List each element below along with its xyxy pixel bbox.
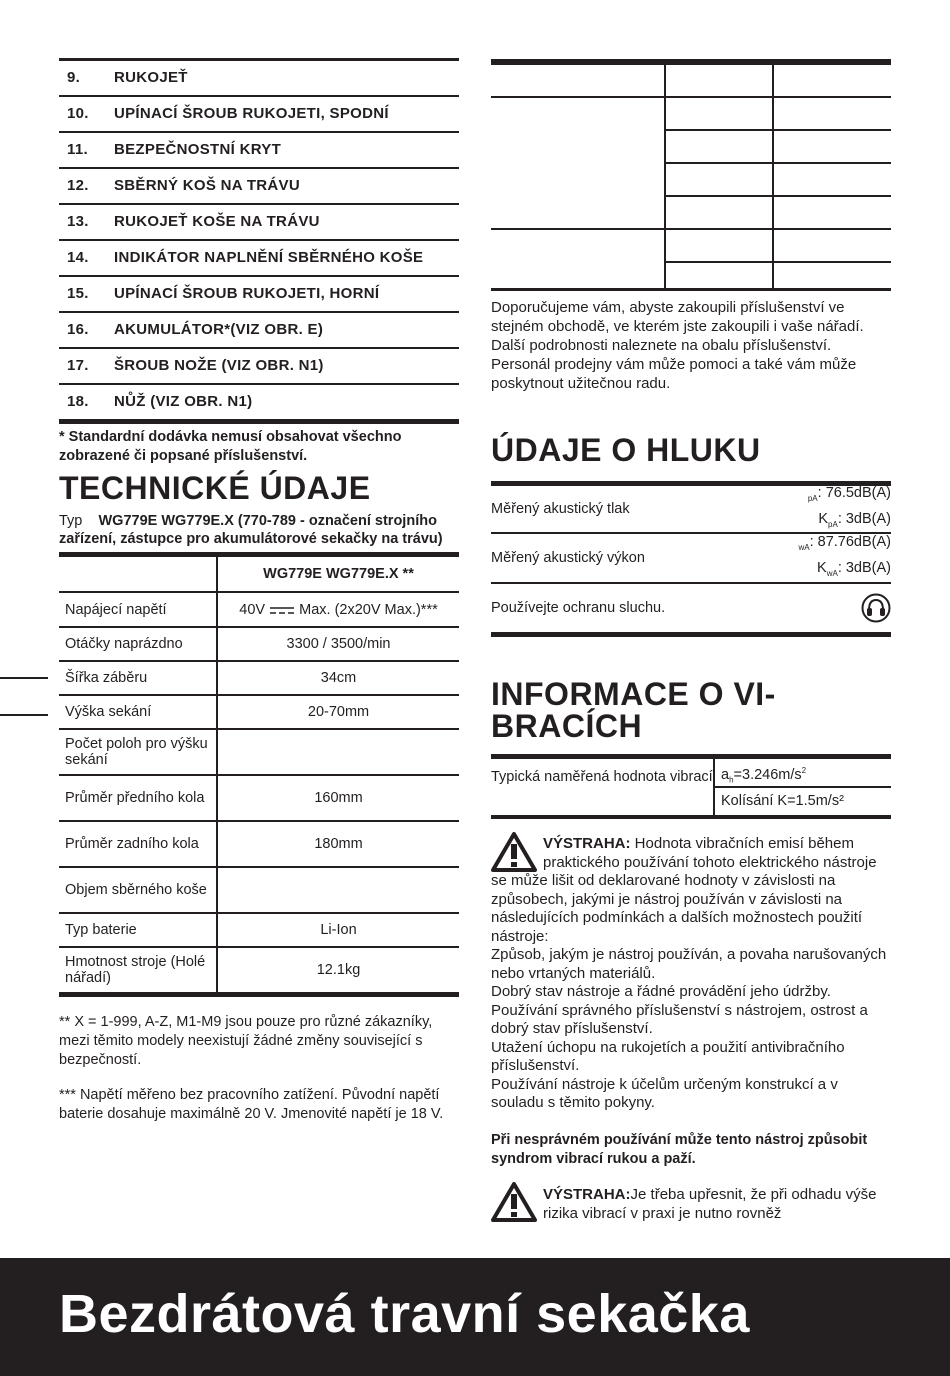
margin-mark	[0, 677, 48, 679]
vibration-section	[491, 678, 891, 1223]
tech-title: TECHNICKÉ ÚDAJE	[59, 470, 371, 506]
spec-row: Výška sekání 20-70mm	[59, 695, 459, 729]
accessories-table	[491, 59, 891, 291]
spec-row: Průměr zadního kola 180mm	[59, 821, 459, 867]
part-number: 9.	[67, 69, 81, 86]
part-label: RUKOJEŤ	[114, 69, 188, 86]
noise-row-hearing: Používejte ochranu sluchu.	[491, 584, 891, 637]
part-label: ŠROUB NOŽE (VIZ OBR. N1)	[114, 357, 324, 374]
part-number: 16.	[67, 321, 89, 338]
vibration-bold-note: Při nesprávném používání může tento nástroj způsobit syndrom vibrací rukou a paží.	[491, 1131, 868, 1167]
footer-title: Bezdrátová travní sekačka	[59, 1284, 750, 1344]
vibration-condition: Používání nástroje k účelům určeným konstrukcí a v souladu s těmito pokyny.	[491, 1075, 838, 1111]
spec-row: Průměr předního kola 160mm	[59, 775, 459, 821]
parts-list-item	[59, 385, 459, 424]
warning-triangle-icon	[491, 832, 537, 872]
parts-list-item	[59, 313, 459, 349]
spec-row: Šířka záběru 34cm	[59, 661, 459, 695]
parts-list-item	[59, 61, 459, 97]
tech-type: Typ WG779E WG779E.X (770-789 - označení strojního zařízení, zástupce pro akumulátorové sekačky na trávu)	[59, 513, 443, 547]
spec-row: Počet poloh pro výšku sekání	[59, 729, 459, 775]
spec-header: WG779E WG779E.X **	[217, 557, 459, 592]
spec-row: Typ baterie Li-Ion	[59, 913, 459, 947]
dc-symbol-icon	[269, 605, 295, 615]
vibration-title: INFORMACE O VI- BRACÍCH	[491, 676, 776, 744]
part-label: BEZPEČNOSTNÍ KRYT	[114, 141, 282, 158]
vibration-ah: $a_h=3.246m/s^2$	[715, 759, 891, 788]
vibration-condition: Utažení úchopu na rukojetích a použití antivibračního příslušenství.	[491, 1038, 845, 1074]
accessories-text: Doporučujeme vám, abyste zakoupili příslušenství ve stejném obchodě, ve kterém jste zakoupili i vaše nářadí. Další podrobnosti naleznete na obalu příslušenství. Personál prodejny vám může pomoci a také vám může poskytnout užitečnou radu.	[491, 299, 864, 392]
part-label: NŮŽ (VIZ OBR. N1)	[114, 393, 253, 410]
vibration-conditions	[491, 946, 891, 1113]
vibration-k: Kolísání K=1.5m/s²	[721, 793, 844, 809]
ear-protection-icon	[861, 593, 891, 623]
parts-list	[59, 58, 459, 466]
parts-list-item	[59, 133, 459, 169]
part-label: UPÍNACÍ ŠROUB RUKOJETI, SPODNÍ	[114, 105, 389, 122]
parts-list-item	[59, 241, 459, 277]
spec-row: Otáčky naprázdno 3300 / 3500/min	[59, 627, 459, 661]
part-number: 18.	[67, 393, 89, 410]
noise-title: ÚDAJE O HLUKU	[491, 432, 761, 468]
part-number: 12.	[67, 177, 89, 194]
part-label: RUKOJEŤ KOŠE NA TRÁVU	[114, 213, 320, 230]
warning-triangle-icon	[491, 1182, 537, 1222]
margin-mark	[0, 714, 48, 716]
part-number: 17.	[67, 357, 89, 374]
parts-list-item	[59, 97, 459, 133]
spec-row: Objem sběrného koše	[59, 867, 459, 913]
tech-section	[59, 472, 459, 1124]
noise-row-power: Měřený akustický výkon $_{wA}$: 87.76dB(A) $K_{wA}$: 3dB(A)	[491, 534, 891, 584]
spec-table	[59, 557, 459, 997]
spec-row: Napájecí napětí 40V Max. (2x20V Max.)***	[59, 592, 459, 627]
vibration-condition: Dobrý stav nástroje a řádné provádění jeho údržby.	[491, 983, 831, 1000]
part-number: 14.	[67, 249, 89, 266]
part-label: UPÍNACÍ ŠROUB RUKOJETI, HORNÍ	[114, 285, 380, 302]
part-number: 15.	[67, 285, 89, 302]
footer-bar	[0, 1258, 950, 1376]
footnote-model: ** X = 1-999, A-Z, M1-M9 jsou pouze pro různé zákazníky, mezi těmito modely neexistují žádné změny související s bezpečností.	[59, 1014, 433, 1068]
parts-list-item	[59, 277, 459, 313]
noise-row-pressure: Měřený akustický tlak $_{pA}$: 76.5dB(A) $K_{pA}$: 3dB(A)	[491, 486, 891, 534]
vibration-table: Typická naměřená hodnota vibrací $a_h=3.246m/s^2$ Kolísání K=1.5m/s²	[491, 759, 891, 819]
noise-section	[491, 434, 891, 637]
warning-vibration: VÝSTRAHA: Hodnota vibračních emisí během praktického používání tohoto elektrického nástroje se může lišit od deklarované hodnoty v závislosti na způsobech, jakými je nástroj používán v závislosti na následujících podmínkách a dalších možnostech použití nástroje:	[491, 835, 891, 946]
parts-note: * Standardní dodávka nemusí obsahovat všechno zobrazené či popsané příslušenství.	[59, 429, 402, 464]
part-label: SBĚRNÝ KOŠ NA TRÁVU	[114, 177, 300, 194]
part-label: AKUMULÁTOR*(VIZ OBR. E)	[114, 321, 324, 338]
footnote-voltage: *** Napětí měřeno bez pracovního zatížení. Původní napětí baterie dosahuje maximálně 20 V. Jmenovité napětí je 18 V.	[59, 1087, 444, 1122]
vibration-condition: Používání správného příslušenství s nástrojem, ostrost a dobrý stav příslušenství.	[491, 1001, 868, 1037]
warning-vibration-2: VÝSTRAHA:Je třeba upřesnit, že při odhadu výše rizika vibrací v praxi je nutno rovněž	[491, 1185, 891, 1223]
part-number: 11.	[67, 141, 88, 158]
accessories-table-grid	[491, 65, 891, 288]
tech-type-value: WG779E WG779E.X (770-789 - označení strojního zařízení, zástupce pro akumulátorové sekačky na trávu)	[59, 513, 443, 547]
vibration-condition: Způsob, jakým je nástroj používán, a povaha narušovaných nebo vrtaných materiálů.	[491, 946, 887, 982]
part-number: 10.	[67, 105, 89, 122]
part-number: 13.	[67, 213, 89, 230]
part-label: INDIKÁTOR NAPLNĚNÍ SBĚRNÉHO KOŠE	[114, 249, 424, 266]
parts-list-item	[59, 349, 459, 385]
parts-list-item	[59, 169, 459, 205]
parts-list-item	[59, 205, 459, 241]
spec-row: Hmotnost stroje (Holé nářadí) 12.1kg	[59, 947, 459, 995]
